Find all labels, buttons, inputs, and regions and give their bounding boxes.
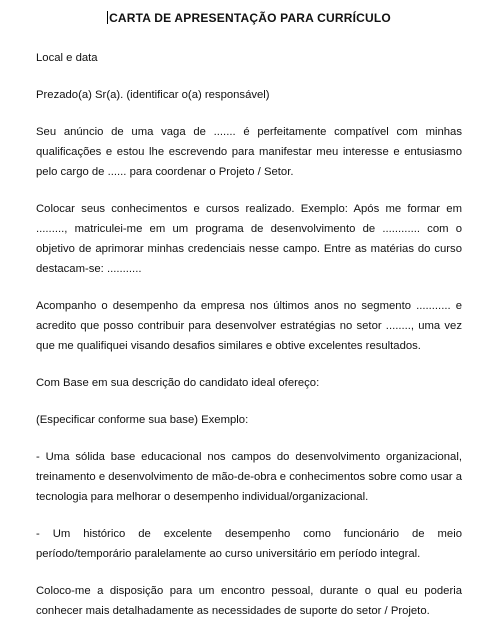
paragraph-bullet-history: - Um histórico de excelente desempenho como funcionário de meio período/temporário paralelamente ao curso universitário em período integral. — [36, 528, 462, 560]
paragraph-local-data: Local e data — [36, 52, 98, 64]
document-title: CARTA DE APRESENTAÇÃO PARA CURRÍCULO — [109, 11, 391, 25]
paragraph-courses: Colocar seus conhecimentos e cursos realizado. Exemplo: Após me formar em ........., matriculei-me em um programa de desenvolvimento de ............ com o objetivo de aprimorar minhas credenciais nesse campo. Entre as matérias do curso destacam-se: ........... — [36, 203, 462, 275]
paragraph-company: Acompanho o desempenho da empresa nos últimos anos no segmento ........... e acredito que posso contribuir para desenvolver estratégias no setor ........, uma vez que me qualifiquei visando desafios similares e obtive excelentes resultados. — [36, 300, 462, 352]
paragraph-closing: Coloco-me a disposição para um encontro pessoal, durante o qual eu poderia conhecer mais detalhadamente as necessidades de suporte do setor / Projeto. — [36, 585, 462, 617]
paragraph-offer: Com Base em sua descrição do candidato ideal ofereço: — [36, 377, 320, 389]
document-title-row — [36, 10, 462, 26]
paragraph-salutation: Prezado(a) Sr(a). (identificar o(a) responsável) — [36, 89, 270, 101]
paragraph-specify: (Especificar conforme sua base) Exemplo: — [36, 414, 249, 426]
paragraph-intro: Seu anúncio de uma vaga de ....... é perfeitamente compatível com minhas qualificações e estou lhe escrevendo para manifestar meu interesse e entusiasmo pelo cargo de ...... para coordenar o Projeto / Setor. — [36, 126, 462, 178]
paragraph-bullet-education: - Uma sólida base educacional nos campos do desenvolvimento organizacional, treinamento e desenvolvimento de mão-de-obra e conhecimentos sobre como usar a tecnologia para melhorar o desempenho individual/organizacional. — [36, 451, 462, 503]
text-cursor — [107, 11, 108, 24]
